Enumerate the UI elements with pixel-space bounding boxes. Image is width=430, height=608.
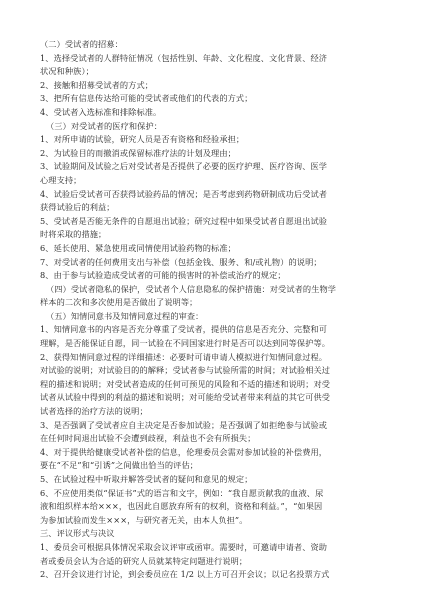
text-line: 试者从试验中得到的利益的描述和说明；对可能给受试者带来利益的其它可供受: [40, 392, 331, 403]
text-line: 6、延长使用、紧急使用或同情使用试验药物的标准；: [40, 242, 236, 253]
text-line: 4、对于提供给健康受试者补偿的信息，伦理委员会需对参加试验的补偿费用，: [40, 446, 328, 457]
text-line: 2、为试验目的而撤消或保留标准疗法的计划及理由；: [40, 147, 236, 158]
text-line: 2、获得知情同意过程的详细描述：必要时可请申请人模拟进行知情同意过程。: [40, 351, 328, 362]
text-line: （四）受试者隐私的保护，受试者个人信息隐私的保护措施：对受试者的生物学: [46, 283, 337, 294]
text-line: 状况和种族）；: [40, 66, 94, 77]
text-line: 三、评议形式与决议: [40, 528, 115, 539]
text-line: 8、由于参与试验造成受试者的可能的损害时的补偿或治疗的规定；: [40, 270, 286, 281]
text-line: 2、接触和招募受试者的方式；: [40, 79, 154, 90]
text-line: 者或委员会认为合适的研究人员就某特定问题进行说明；: [40, 555, 248, 566]
text-line: 4、试验后受试者可否获得试验药品的情况；是否考虑到药物研制成功后受试者: [40, 188, 328, 199]
document-page: [40, 38, 392, 582]
text-line: 2、召开会议进行讨论，到会委员应在 1/2 以上方可召开会议；以记名投票方式: [40, 569, 330, 580]
text-line: 7、对受试者的任何费用支出与补偿（包括金钱、服务、和/或礼物）的说明；: [40, 256, 322, 267]
text-line: 3、试验期间及试验之后对受试者是否提供了必要的医疗护理、医疗咨询、医学: [40, 161, 328, 172]
text-line: 程的描述和说明；对受试者造成的任何可预见的风险和不适的描述和说明；对受: [40, 378, 331, 389]
text-line: 3、把所有信息传达给可能的受试者或他们的代表的方式；: [40, 93, 253, 104]
text-line: 5、受试者是否能无条件的自愿退出试验；研究过程中如果受试者自愿退出试验: [40, 215, 328, 226]
text-line: 要在“不足”和“引诱”之间做出恰当的评估；: [40, 460, 199, 471]
text-line: 时将采取的措施；: [40, 229, 107, 240]
text-line: 1、选择受试者的人群特征情况（包括性别、年龄、文化程度、文化背景、经济: [40, 52, 328, 63]
text-line: 为参加试验而发生×××，与研究者无关，由本人负担”。: [40, 514, 248, 525]
text-line: 对试验的说明；对试验目的的解释；受试者参与试验所需的时间；对试验相关过: [40, 365, 331, 376]
text-line: 4、受试者入选标准和排除标准。: [40, 106, 162, 117]
text-line: 1、委员会可根据具体情况采取会议评审或函审。需要时，可邀请申请者、资助: [40, 541, 328, 552]
text-line: （三）对受试者的医疗和保护：: [46, 120, 163, 131]
text-line: 样本的二次和多次使用是否做出了说明等；: [40, 297, 198, 308]
text-line: 液和组织样本给×××，也因此自愿放弃所有的权利，资格和利益。”，“如果因: [40, 501, 323, 512]
text-line: 理解，是否能保证自愿，同一试验在不同国家进行时是否可以达到同等保护等。: [40, 338, 331, 349]
text-line: 1、对所申请的试验，研究人员是否有资格和经验承担；: [40, 134, 245, 145]
text-line: 在任何时间退出试验不会遭到歧视，利益也不会有所损失；: [40, 433, 256, 444]
text-line: 心理支持；: [40, 174, 82, 185]
text-line: （二）受试者的招募：: [40, 39, 123, 49]
text-line: 试者选择的治疗方法的说明；: [40, 406, 148, 417]
text-line: 1、知情同意书的内容是否充分尊重了受试者，提供的信息是否充分、完整和可: [40, 324, 328, 335]
text-line: 6、不应使用类似“保证书”式的语言和文字，例如：“我自愿贡献我的血液、尿: [40, 487, 324, 498]
text-line: 3、是否强调了受试者应自主决定是否参加试验；是否强调了如拒绝参与试验或: [40, 419, 328, 430]
text-line: （五）知情同意书及知情同意过程的审查：: [46, 310, 204, 321]
text-line: 获得试验后的利益；: [40, 202, 115, 213]
text-line: 5、在试验过程中听取并解答受试者的疑问和意见的规定；: [40, 474, 253, 484]
